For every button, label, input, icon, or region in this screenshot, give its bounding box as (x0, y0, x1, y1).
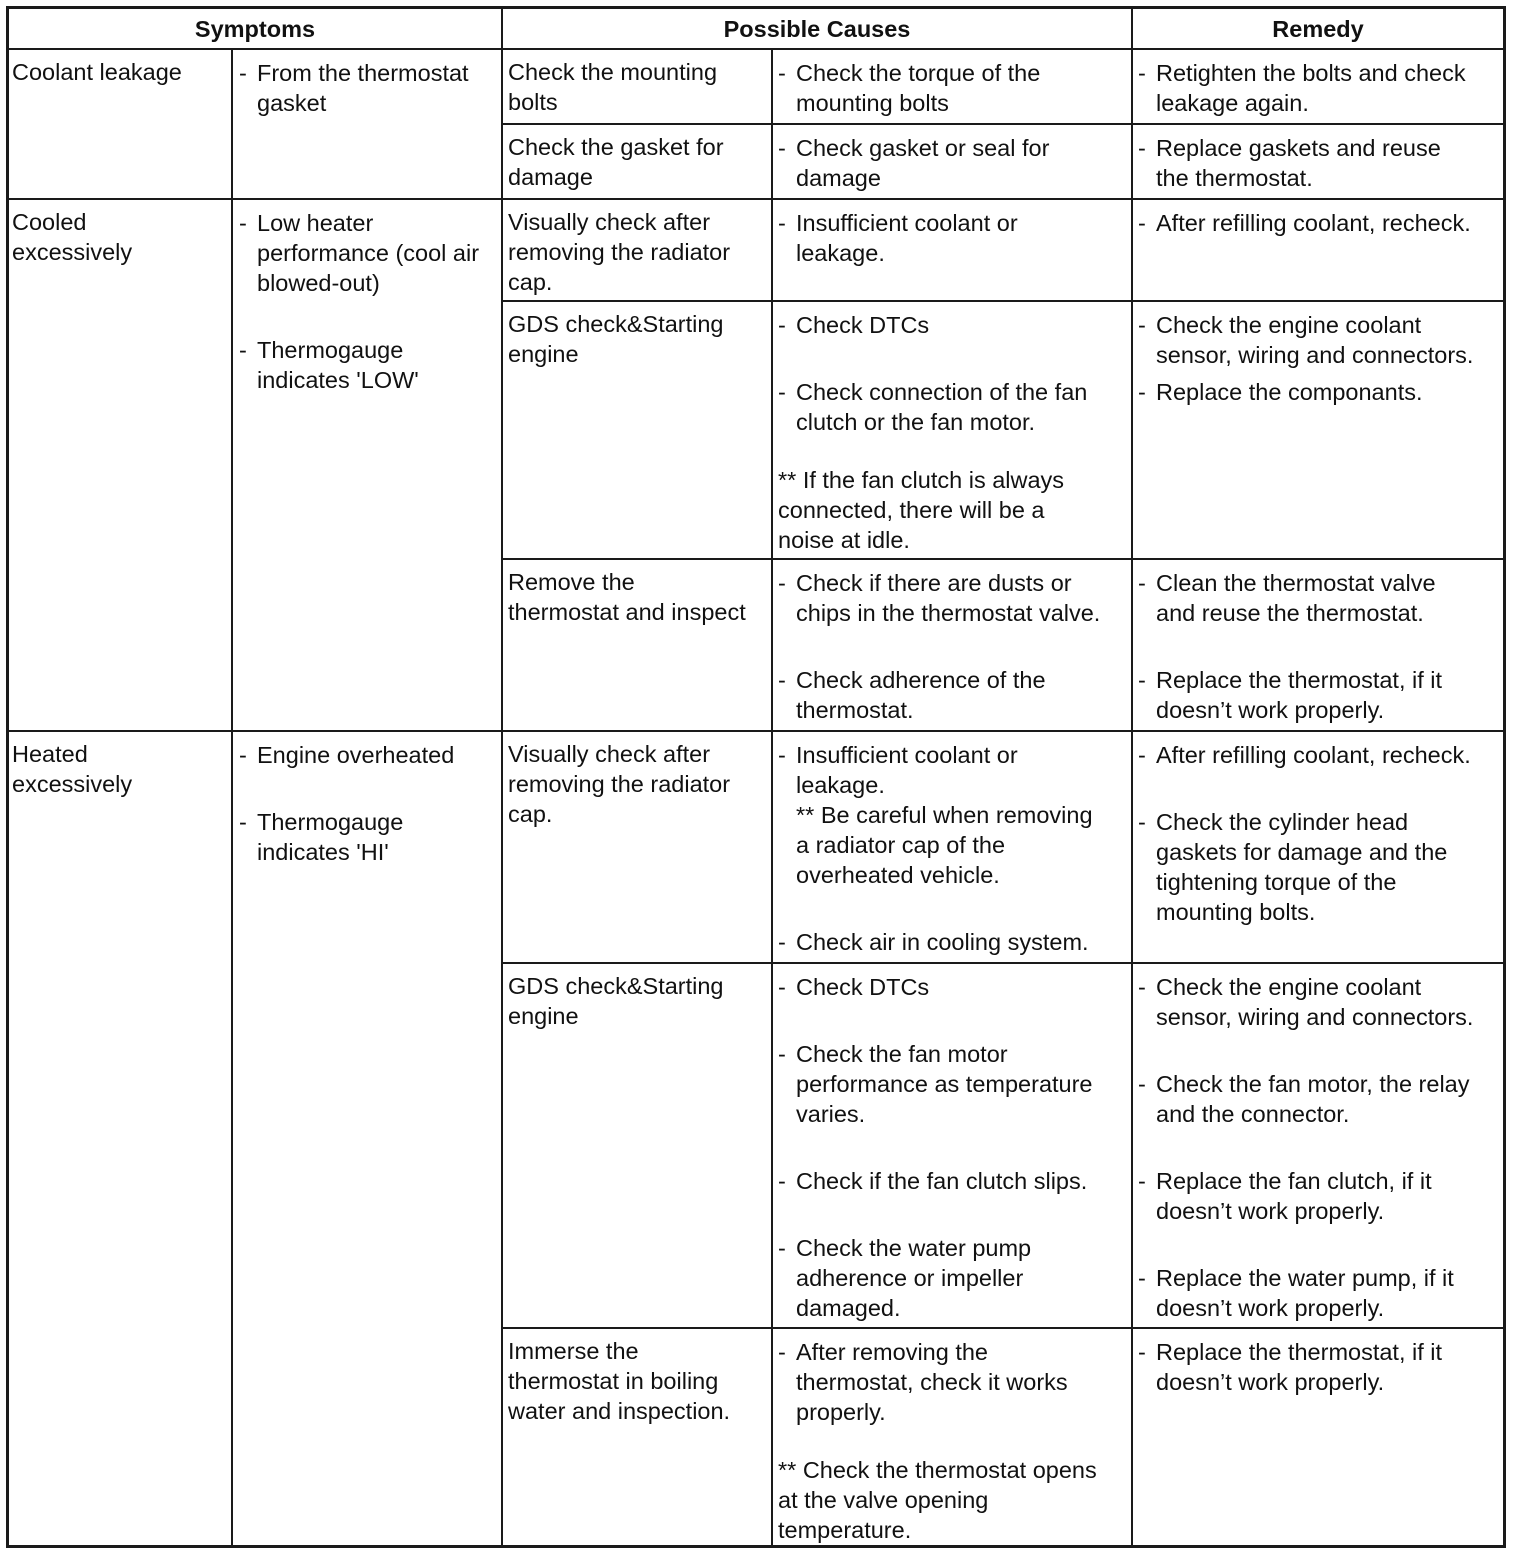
remedy-item: - After refilling coolant, recheck. (1138, 208, 1471, 238)
remedy-item: - After refilling coolant, recheck. (1138, 740, 1471, 770)
detail-item: - Thermogauge indicates 'LOW' (239, 335, 479, 395)
cause-item: - Check DTCs (778, 310, 1087, 340)
cause-mounting-torque (778, 58, 1040, 118)
remedy-item: - Replace the water pump, if it doesn’t work properly. (1138, 1263, 1473, 1323)
remedies-gds-heated (1138, 972, 1473, 1323)
detail-item: - From the thermostat gasket (239, 58, 469, 118)
check-remove-thermostat: Remove the thermostat and inspect (508, 569, 746, 625)
cause-item: - Check connection of the fan clutch or the fan motor. (778, 377, 1087, 437)
rule-heated-sub2 (501, 1327, 1503, 1329)
remedy-item: - Replace the componants. (1138, 377, 1473, 407)
cause-item: - Check the water pump adherence or impeller damaged. (778, 1233, 1093, 1323)
causes-thermostat-valve (778, 568, 1100, 725)
check-visual-radiator: Visually check after removing the radiator cap. (508, 209, 731, 295)
remedy-replace-gaskets (1138, 133, 1441, 193)
header-remedy: Remedy (1272, 16, 1364, 42)
symptom-coolant-leakage (12, 57, 182, 87)
rule-col2 (501, 9, 503, 1545)
symptom-detail-cooled (239, 208, 479, 395)
remedy-item: - Replace the thermostat, if it doesn’t work properly. (1138, 1337, 1442, 1397)
remedies-thermostat-valve (1138, 568, 1442, 725)
remedy-retighten (1138, 58, 1466, 118)
rule-col1 (231, 48, 233, 1545)
cause-gasket-seal (778, 133, 1049, 193)
remedy-item: - Check the fan motor, the relay and the connector. (1138, 1069, 1473, 1129)
rule-cooled-sub2 (501, 558, 1503, 560)
cause-note: ** Check the thermostat opens at the valve opening temperature. (778, 1457, 1097, 1543)
remedy-item: - Replace the fan clutch, if it doesn’t work properly. (1138, 1166, 1473, 1226)
header-symptoms: Symptoms (194, 16, 316, 42)
causes-gds-heated (778, 972, 1093, 1323)
symptom-detail-coolant (239, 58, 469, 118)
cause-item: - Insufficient coolant or leakage. (778, 208, 1018, 268)
remedy-item: - Retighten the bolts and check leakage again. (1138, 58, 1466, 118)
detail-item: - Thermogauge indicates 'HI' (239, 807, 454, 867)
rule-heated-sub1 (501, 962, 1503, 964)
symptom-cooled-excessively: Cooled excessively (12, 209, 133, 265)
symptom-heated-excessively: Heated excessively (12, 741, 133, 797)
cause-item: - After removing the thermostat, check it works properly. (778, 1337, 1097, 1427)
remedies-gds-cooled (1138, 310, 1473, 407)
causes-immerse-thermostat (778, 1337, 1097, 1545)
remedy-item: - Clean the thermostat valve and reuse the thermostat. (1138, 568, 1442, 628)
cause-item: - Check the torque of the mounting bolts (778, 58, 1040, 118)
header-possible-causes: Possible Causes (723, 16, 911, 42)
rule-cooled-bottom (9, 730, 1503, 732)
check-gds-starting-heated: GDS check&Starting engine (508, 973, 724, 1029)
cause-item: - Check DTCs (778, 972, 1093, 1002)
symptom-detail-heated (239, 740, 454, 867)
rule-coolant-bottom (9, 198, 1503, 200)
detail-item: - Engine overheated (239, 740, 454, 770)
causes-heated-visual (778, 740, 1093, 957)
cause-item: - Check adherence of the thermostat. (778, 665, 1100, 725)
remedy-item: - Check the engine coolant sensor, wiring and connectors. (1138, 310, 1473, 370)
symptom-text: Coolant leakage (12, 59, 182, 85)
cause-item: - Check the fan motor performance as temperature varies. (778, 1039, 1093, 1129)
cause-item: - Check gasket or seal for damage (778, 133, 1049, 193)
check-gds-starting: GDS check&Starting engine (508, 311, 724, 367)
cause-item: - Check if the fan clutch slips. (778, 1166, 1093, 1196)
rule-col4 (1131, 9, 1133, 1545)
rule-col3 (771, 48, 773, 1545)
remedy-replace-thermostat (1138, 1337, 1442, 1397)
check-visual-radiator-heated: Visually check after removing the radiator cap. (508, 741, 731, 827)
remedy-item: - Replace the thermostat, if it doesn’t work properly. (1138, 665, 1442, 725)
rule-coolant-sub (501, 123, 1503, 125)
remedy-item: - Replace gaskets and reuse the thermostat. (1138, 133, 1441, 193)
causes-gds-cooled (778, 310, 1087, 555)
remedy-refill-coolant (1138, 208, 1471, 238)
remedy-item: - Check the engine coolant sensor, wiring and connectors. (1138, 972, 1473, 1032)
check-immerse-thermostat: Immerse the thermostat in boiling water and inspection. (508, 1338, 731, 1424)
cause-item: - Check air in cooling system. (778, 927, 1093, 957)
check-gasket: Check the gasket for damage (508, 134, 724, 190)
cause-note: ** If the fan clutch is always connected, there will be a noise at idle. (778, 467, 1065, 553)
troubleshooting-table (6, 6, 1506, 1548)
detail-item: - Low heater performance (cool air blowed-out) (239, 208, 479, 298)
cause-item: - Check if there are dusts or chips in the thermostat valve. (778, 568, 1100, 628)
cause-item: - Insufficient coolant or leakage. ** Be careful when removing a radiator cap of the overheated vehicle. (778, 740, 1093, 890)
check-mounting-bolts: Check the mounting bolts (508, 59, 718, 115)
rule-cooled-sub1 (501, 300, 1503, 302)
remedy-item: - Check the cylinder head gaskets for damage and the tightening torque of the mounting bolts. (1138, 807, 1471, 927)
cause-insufficient-coolant (778, 208, 1018, 268)
remedies-heated-visual (1138, 740, 1471, 927)
